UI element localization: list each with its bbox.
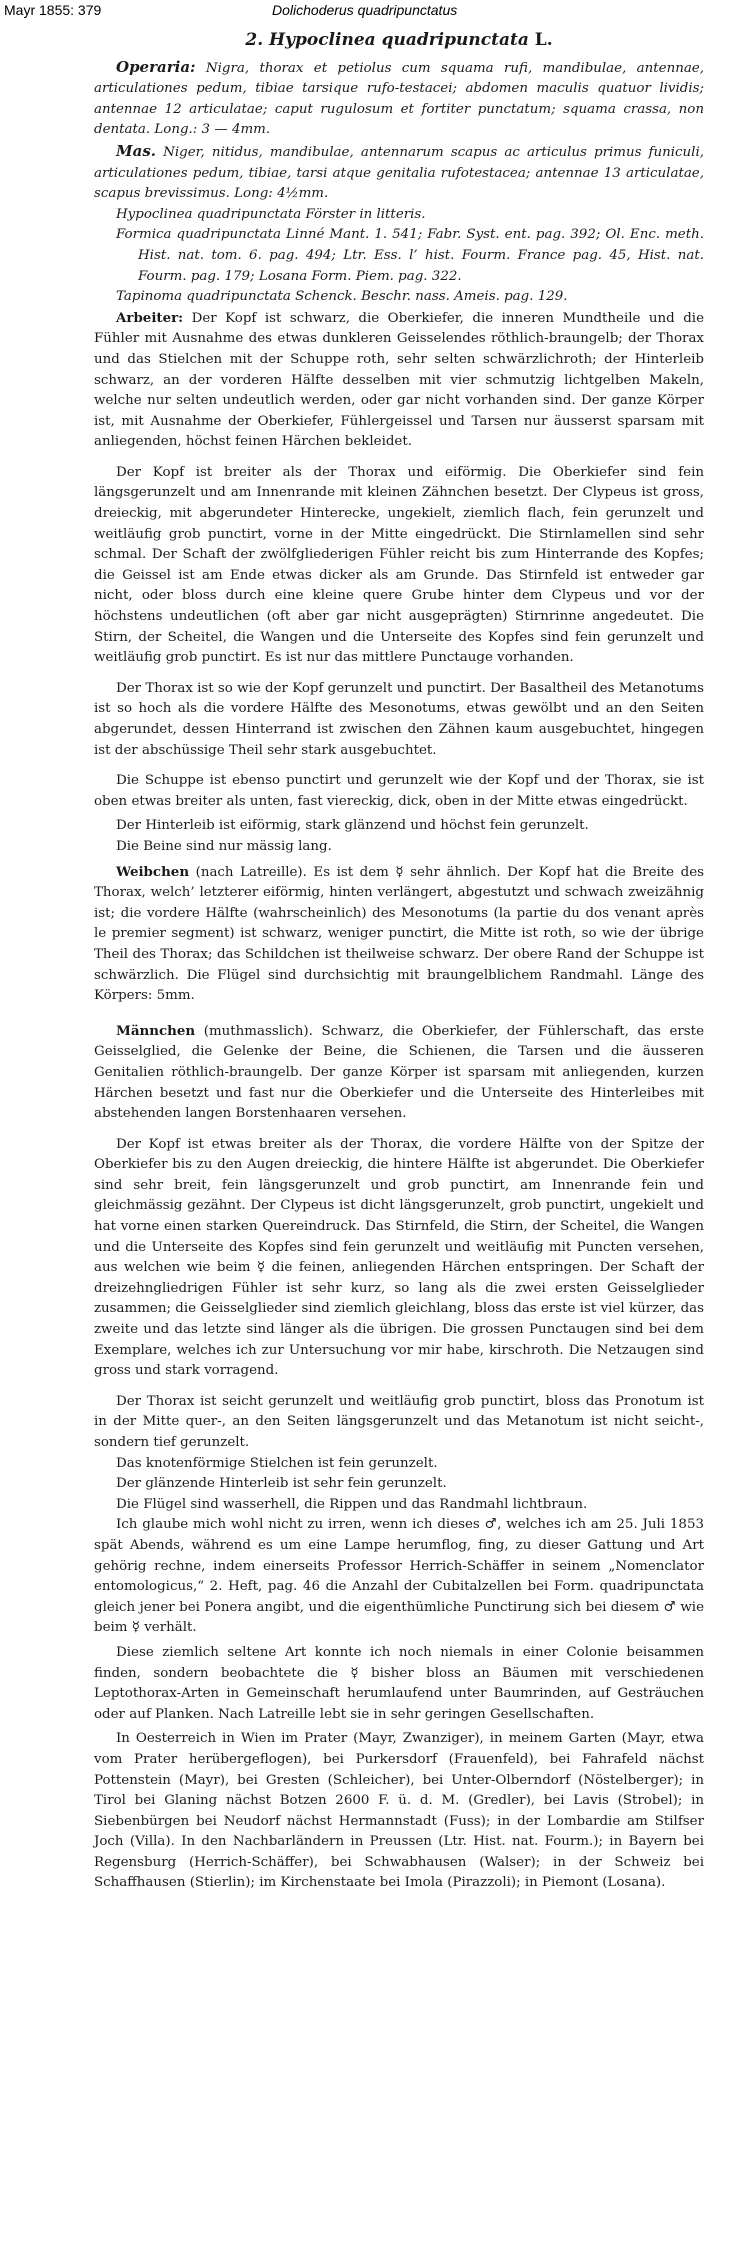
operaria-text: Nigra, thorax et petiolus cum squama rufi, mandibulae, antennae, articulationes pedum, tibiae tarsique rufo-testacei; abdomen maculis quatuor lividis; antennae 12 articulatae; caput rugulosum et fortiter punctatum; squama crassa, non dentata. Long.: 3 — 4mm.: [94, 60, 704, 138]
species-author: L.: [534, 30, 553, 50]
worker-head-paragraph: Der Kopf ist breiter als der Thorax und eiförmig. Die Oberkiefer sind fein längsgerunzelt und am Innenrande mit kleinen Zähnchen besetzt. Der Clypeus ist gross, dreieckig, mit abgerundeter Hinterecke, ungekielt, ziemlich flach, fein gerunzelt und weitläufig grob punctirt, vorne in der Mitte eingedrückt. Die Stirnlamellen sind sehr schmal. Der Schaft der zwölfgliederigen Fühler reicht bis zum Hinterrande des Kopfes; die Geissel ist am Ende etwas dicker als am Grunde. Das Stirnfeld ist entweder gar nicht, oder bloss durch eine kleine quere Grube hinter dem Clypeus und vor der höchstens undeutlichen (oft aber gar nicht ausgeprägten) Stirnrinne angedeutet. Die Stirn, der Scheitel, die Wangen und die Unterseite des Kopfes sind fein gerunzelt und weitläufig grob punctirt. Es ist nur das mittlere Punctauge vorhanden.: [94, 464, 704, 666]
maennchen-label: Männchen: [116, 1022, 196, 1039]
synonym-entry: Hypoclinea quadripunctata Förster in litteris.: [116, 206, 426, 222]
worker-legs-paragraph: Die Beine sind nur mässig lang.: [116, 838, 332, 854]
mas-text: Niger, nitidus, mandibulae, antennarum scapus ac articulus primus funiculi, articulationes pedum, tibiae, tarsi atque genitalia rufotestacea; antennae 13 articulatae, scapus brevissimus. Long: 4½mm.: [94, 144, 704, 202]
worker-abdomen-paragraph: Der Hinterleib ist eiförmig, stark glänzend und höchst fein gerunzelt.: [116, 818, 589, 834]
male-petiole-paragraph: Das knotenförmige Stielchen ist fein gerunzelt.: [116, 1455, 438, 1471]
synonym-entry: Tapinoma quadripunctata Schenck. Beschr. nass. Ameis. pag. 129.: [116, 289, 568, 305]
taxon-running-title: Dolichoderus quadripunctatus: [272, 2, 458, 18]
weibchen-label: Weibchen: [116, 863, 190, 880]
weibchen-text: (nach Latreille). Es ist dem ☿ sehr ähnlich. Der Kopf hat die Breite des Thorax, welch’ letzterer eiförmig, hinten verlängert, abgestutzt und schwach zweizähnig ist; die vordere Hälfte (wahrscheinlich) des Mesonotums (la partie du dos venant après le premier segment) ist schwarz, weniger punctirt, die Mitte ist roth, so wie der übrige Theil des Thorax; das Schildchen ist theilweise schwarz. Der obere Rand der Schuppe ist schwärzlich. Die Flügel sind durchsichtig mit braungelblichem Randmahl. Länge des Körpers: 5mm.: [94, 864, 704, 1004]
article-body: [94, 28, 704, 1894]
male-attribution-paragraph: Ich glaube mich wohl nicht zu irren, wenn ich dieses ♂, welches ich am 25. Juli 1853 spät Abends, während es um eine Lampe herumflog, fing, zu dieser Gattung und Art gehörig rechne, indem einerseits Professor Herrich-Schäffer in seinem „Nomenclator entomologicus,“ 2. Heft, pag. 46 die Anzahl der Cubitalzellen bei Form. quadripunctata gleich jener bei Ponera angibt, und die eigenthümliche Punctirung sich bei diesem ♂ wie beim ☿ verhält.: [94, 1517, 704, 1636]
male-description: [94, 1021, 704, 1125]
species-title: [94, 30, 704, 51]
arbeiter-text: Der Kopf ist schwarz, die Oberkiefer, die inneren Mundtheile und die Fühler mit Ausnahme des etwas dunkleren Geisselendes röthlich-braungelb; der Thorax und das Stielchen mit der Schuppe roth, sehr selten schwärzlichroth; der Hinterleib schwarz, an der vorderen Hälfte desselben mit vier schmutzig lichtgelben Makeln, welche nur selten undeutlich werden, oder gar nicht vorhanden sind. Der ganze Körper ist, mit Ausnahme der Oberkiefer, Fühlergeissel und Tarsen nur äusserst sparsam mit anliegenden, höchst feinen Härchen bekleidet.: [94, 310, 704, 450]
synonym-entry: Formica quadripunctata Linné Mant. 1. 541; Fabr. Syst. ent. pag. 392; Ol. Enc. meth. Hist. nat. tom. 6. pag. 494; Ltr. Ess. l’ hist. Fourm. France pag. 45, Hist. nat. Fourm. pag. 179; Losana Form. Piem. pag. 322.: [116, 227, 704, 284]
citation: Mayr 1855: 379: [4, 2, 102, 18]
diagnosis-operaria: [94, 57, 704, 141]
worker-scale-paragraph: Die Schuppe ist ebenso punctirt und gerunzelt wie der Kopf und der Thorax, sie ist oben etwas breiter als unten, fast viereckig, dick, oben in der Mitte etwas eingedrückt.: [94, 773, 704, 809]
male-head-paragraph: Der Kopf ist etwas breiter als der Thorax, die vordere Hälfte von der Spitze der Oberkiefer bis zu den Augen dreieckig, die hintere Hälfte ist abgerundet. Die Oberkiefer sind sehr breit, fein längsgerunzelt und grob punctirt, am Innenrande fein und gleichmässig gezähnt. Der Clypeus ist dicht längsgerunzelt, grob punctirt, ungekielt und hat vorne einen starken Quereindruck. Das Stirnfeld, die Stirn, der Scheitel, die Wangen und die Unterseite des Kopfes sind fein gerunzelt und weitläufig mit Puncten versehen, aus welchen wie beim ☿ die feinen, anliegenden Härchen entspringen. Der Schaft der dreizehngliedrigen Fühler ist sehr kurz, so lang als die zwei ersten Geisselglieder zusammen; die Geisselglieder sind ziemlich gleichlang, bloss das erste ist viel kürzer, das zweite und das letzte sind länger als die übrigen. Die grossen Punctaugen sind bei dem Exemplare, welches ich zur Untersuchung vor mir habe, kirschroth. Die Netzaugen sind gross und stark vorragend.: [94, 1136, 704, 1379]
mas-label: Mas.: [116, 141, 156, 160]
diagnosis-mas: [94, 141, 704, 205]
species-number: 2.: [245, 30, 264, 50]
biology-paragraph: Diese ziemlich seltene Art konnte ich noch niemals in einer Colonie beisammen finden, sondern beobachtete die ☿ bisher bloss an Bäumen mit verschiedenen Leptothorax-Arten in Gemeinschaft herumlaufend unter Baumrinden, auf Gesträuchen oder auf Planken. Nach Latreille lebt sie in sehr geringen Gesellschaften.: [94, 1644, 704, 1722]
page-header: [4, 2, 736, 22]
synonymy-list: [94, 205, 704, 308]
maennchen-text: (muthmasslich). Schwarz, die Oberkiefer, der Fühlerschaft, das erste Geisselglied, die Gelenke der Beine, die Schienen, die Tarsen und die äusseren Genitalien röthlich-braungelb. Der ganze Körper ist sparsam mit anliegenden, kurzen Härchen besetzt und fast nur die Oberkiefer und die Unterseite des Hinterleibes mit abstehenden langen Borstenhaaren versehen.: [94, 1023, 704, 1122]
distribution-paragraph: In Oesterreich in Wien im Prater (Mayr, Zwanziger), in meinem Garten (Mayr, etwa vom Prater herübergeflogen), bei Purkersdorf (Frauenfeld), bei Fahrafeld nächst Pottenstein (Mayr), bei Gresten (Schleicher), bei Unter-Olberndorf (Nöstelberger); in Tirol bei Glaning nächst Botzen 2600 F. ü. d. M. (Gredler), bei Lavis (Strobel); in Siebenbürgen bei Neudorf nächst Hermannstadt (Fuss); in der Lombardie am Stilfser Joch (Villa). In den Nachbarländern in Preussen (Ltr. Hist. nat. Fourm.); in Bayern bei Regensburg (Herrich-Schäffer), bei Schwabhausen (Walser); in der Schweiz bei Schaffhausen (Stierlin); im Kirchenstaate bei Imola (Pirazzoli); in Piemont (Losana).: [94, 1731, 704, 1891]
male-wings-paragraph: Die Flügel sind wasserhell, die Rippen und das Randmahl lichtbraun.: [116, 1496, 588, 1512]
male-thorax-paragraph: Der Thorax ist seicht gerunzelt und weitläufig grob punctirt, bloss das Pronotum ist in der Mitte quer-, an den Seiten längsgerunzelt und das Metanotum ist nicht seicht-, sondern tief gerunzelt.: [94, 1393, 704, 1450]
operaria-label: Operaria:: [116, 57, 196, 76]
female-description: [94, 862, 704, 1007]
arbeiter-label: Arbeiter:: [116, 309, 184, 326]
species-name: Hypoclinea quadripunctata: [269, 30, 529, 50]
worker-thorax-paragraph: Der Thorax ist so wie der Kopf gerunzelt und punctirt. Der Basaltheil des Metanotums ist so hoch als die vordere Hälfte des Mesonotums, etwas gewölbt und an den Seiten abgerundet, dessen Hinterrand ist zwischen den Zähnen kaum ausgebuchtet, hingegen ist der abschüssige Theil sehr stark ausgebuchtet.: [94, 680, 704, 758]
worker-description: [94, 308, 704, 453]
male-abdomen-paragraph: Der glänzende Hinterleib ist sehr fein gerunzelt.: [116, 1476, 447, 1492]
